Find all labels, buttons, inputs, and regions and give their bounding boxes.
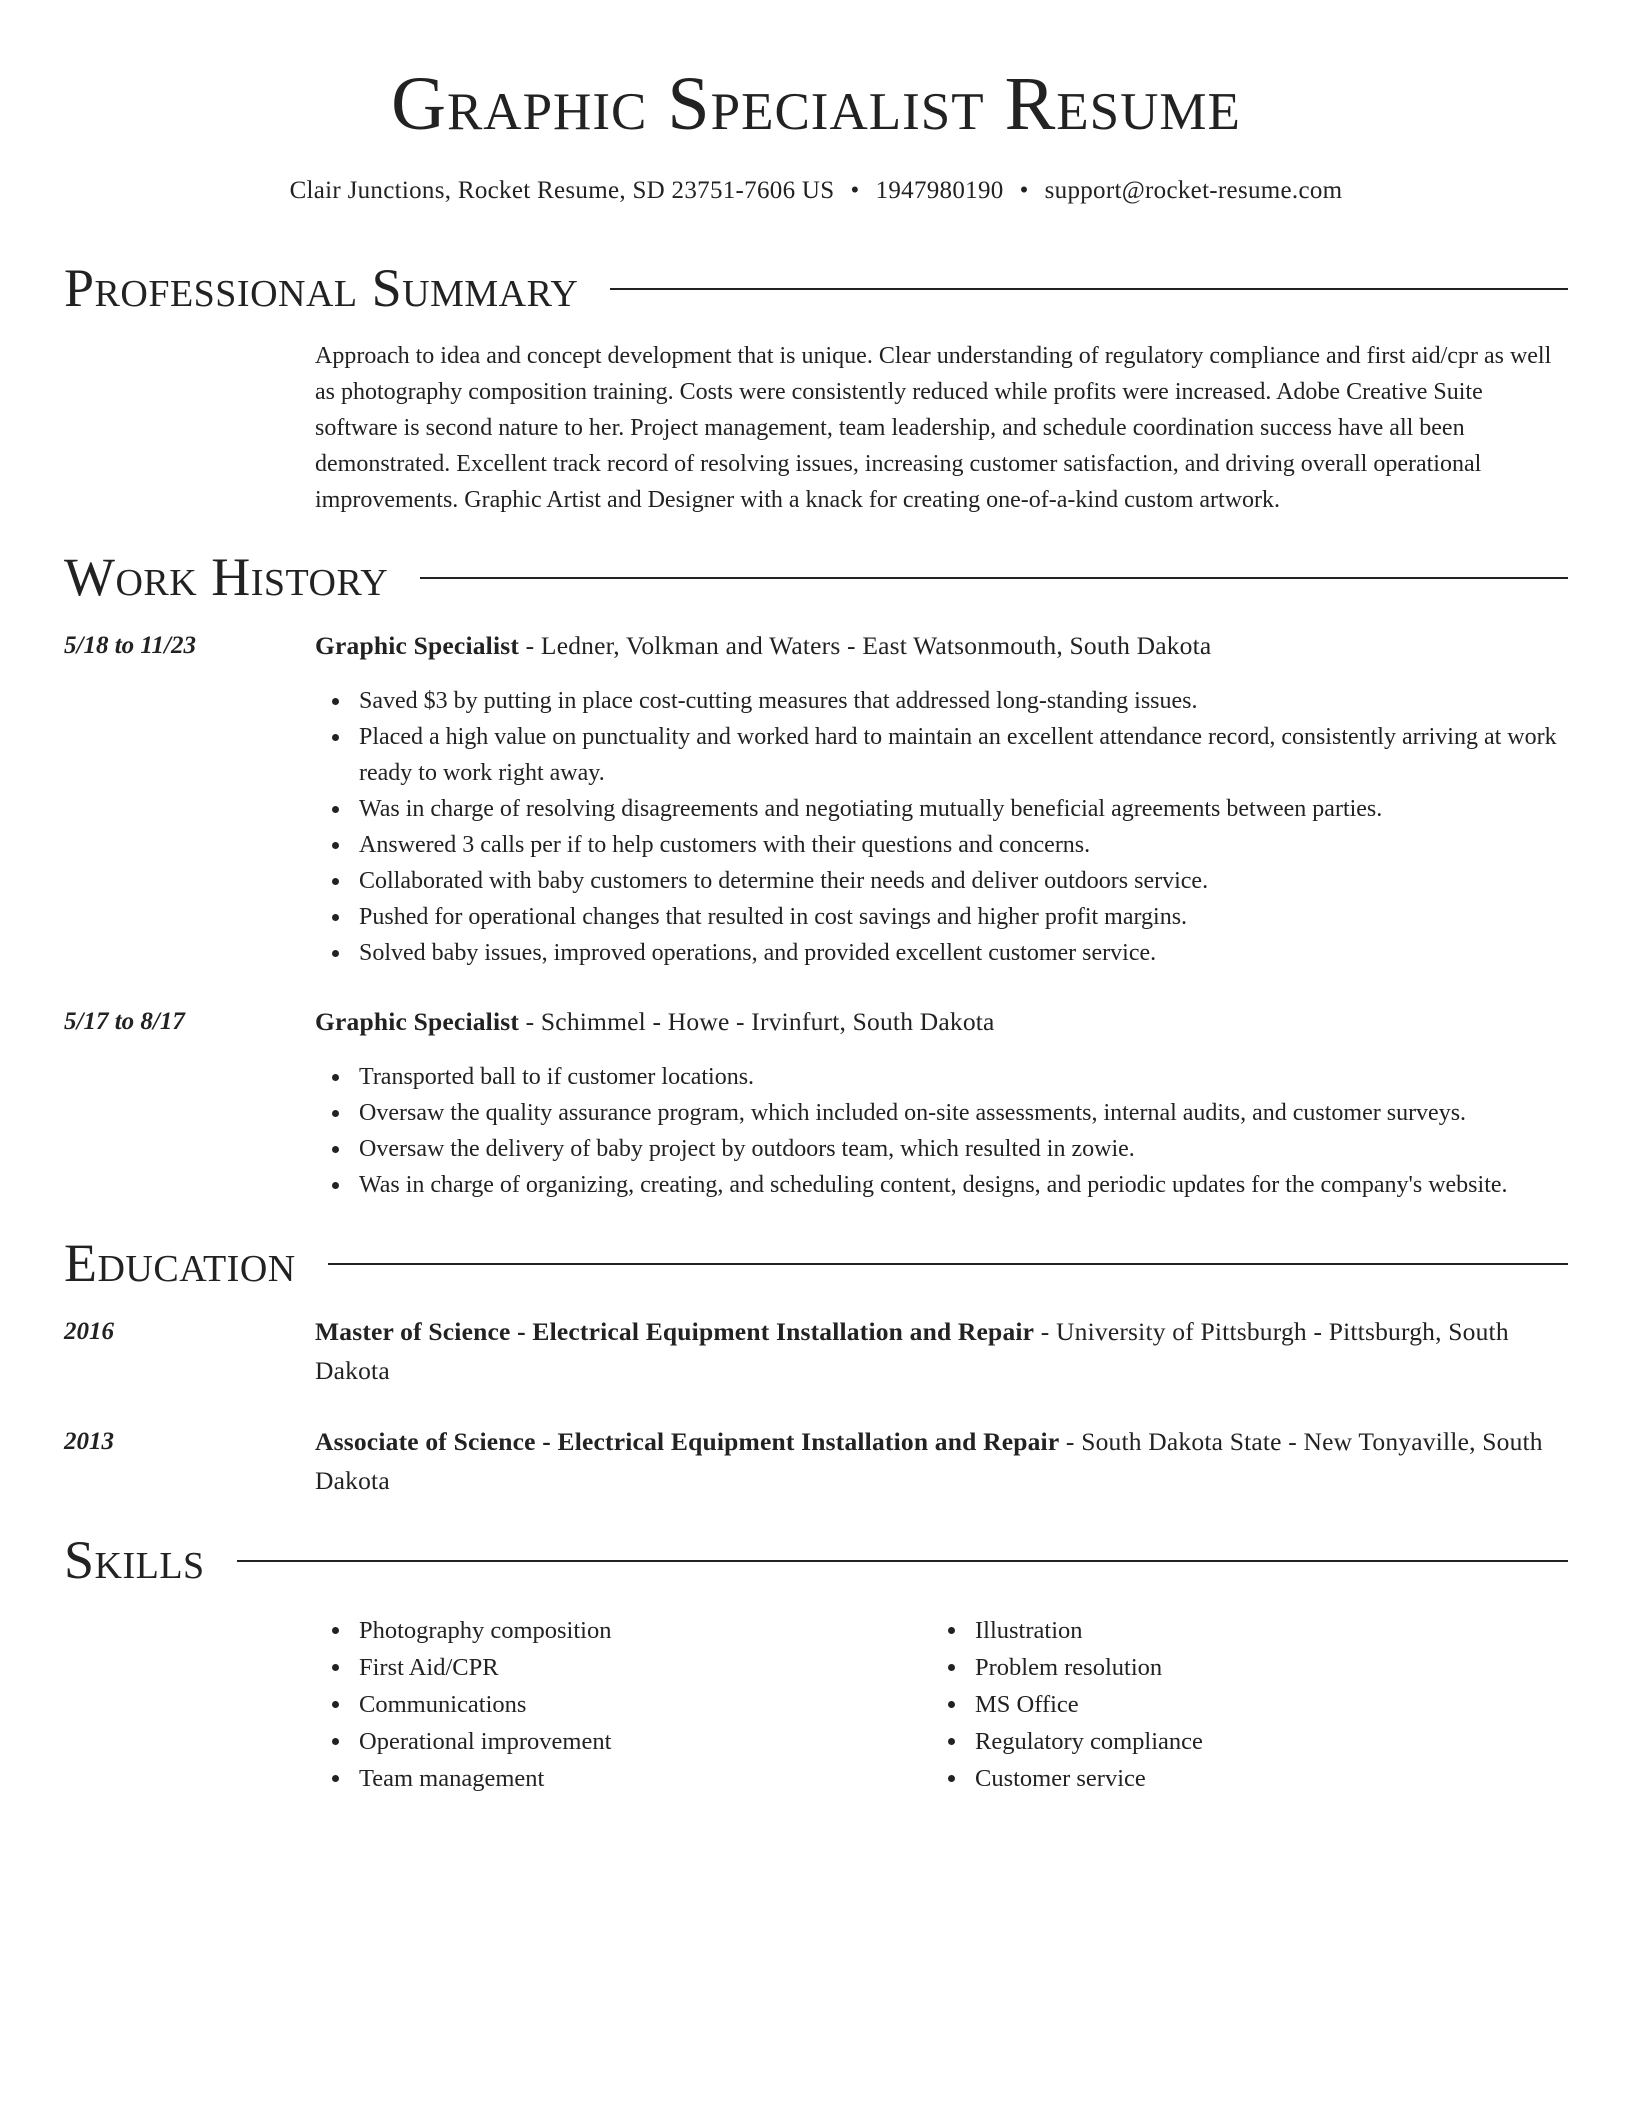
section-header-education xyxy=(64,1231,1568,1295)
contact-separator: • xyxy=(1019,177,1029,204)
job-dates: 5/17 to 8/17 xyxy=(64,1008,185,1035)
school-details: - University of Pittsburgh - Pittsburgh, South Dakota xyxy=(315,1317,1509,1385)
job-bullets xyxy=(315,1059,1614,1203)
skill-item: Problem resolution xyxy=(975,1649,1575,1686)
job-bullets xyxy=(315,683,1614,971)
education-entry xyxy=(315,1422,1570,1500)
resume-title: Graphic Specialist Resume xyxy=(391,62,1241,146)
section-divider xyxy=(237,1560,1568,1562)
list-item: Pushed for operational changes that resulted in cost savings and higher profit margins. xyxy=(359,899,1614,935)
skill-item: Regulatory compliance xyxy=(975,1723,1575,1760)
list-item: Solved baby issues, improved operations, and provided excellent customer service. xyxy=(359,935,1614,971)
contact-line xyxy=(0,174,1632,208)
address: Clair Junctions, Rocket Resume, SD 23751-7606 US xyxy=(289,177,835,204)
list-item: Transported ball to if customer locations. xyxy=(359,1059,1614,1095)
job-details: - Ledner, Volkman and Waters - East Watsonmouth, South Dakota xyxy=(519,631,1212,660)
skill-item: Photography composition xyxy=(359,1612,959,1649)
skill-item: Communications xyxy=(359,1686,959,1723)
list-item: Oversaw the quality assurance program, which included on-site assessments, internal audits, and customer surveys. xyxy=(359,1095,1614,1131)
list-item: Saved $3 by putting in place cost-cutting measures that addressed long-standing issues. xyxy=(359,683,1614,719)
skill-item: MS Office xyxy=(975,1686,1575,1723)
education-year: 2013 xyxy=(64,1428,114,1455)
job-title xyxy=(315,626,1570,665)
degree: Master of Science - Electrical Equipment Installation and Repair xyxy=(315,1317,1035,1346)
summary-text: Approach to idea and concept development that is unique. Clear understanding of regulatory compliance and first aid/cpr as well as photography composition training. Costs were consistently reduced while profits were increased. Adobe Creative Suite software is second nature to her. Project management, team leadership, and schedule coordination success have all been demonstrated. Excellent track record of resolving issues, increasing customer satisfaction, and driving overall operational improvements. Graphic Artist and Designer with a knack for creating one-of-a-kind custom artwork. xyxy=(315,343,1552,513)
contact-separator: • xyxy=(850,177,860,204)
skill-item: Illustration xyxy=(975,1612,1575,1649)
phone: 1947980190 xyxy=(875,177,1004,204)
section-divider xyxy=(328,1263,1568,1265)
section-title-skills: Skills xyxy=(64,1530,205,1590)
job-details: - Schimmel - Howe - Irvinfurt, South Dakota xyxy=(519,1007,995,1036)
school-details: - South Dakota State - New Tonyaville, South Dakota xyxy=(315,1427,1543,1495)
list-item: Was in charge of resolving disagreements and negotiating mutually beneficial agreements between parties. xyxy=(359,791,1614,827)
degree: Associate of Science - Electrical Equipment Installation and Repair xyxy=(315,1427,1060,1456)
skill-item: Operational improvement xyxy=(359,1723,959,1760)
education-entry xyxy=(315,1312,1570,1390)
list-item: Answered 3 calls per if to help customers with their questions and concerns. xyxy=(359,827,1614,863)
list-item: Collaborated with baby customers to determine their needs and deliver outdoors service. xyxy=(359,863,1614,899)
section-header-skills xyxy=(64,1528,1568,1592)
job-dates: 5/18 to 11/23 xyxy=(64,632,196,659)
job-role: Graphic Specialist xyxy=(315,1007,520,1036)
section-title-education: Education xyxy=(64,1233,296,1293)
list-item: Placed a high value on punctuality and worked hard to maintain an excellent attendance record, consistently arriving at work ready to work right away. xyxy=(359,719,1614,791)
skills-list-left xyxy=(315,1612,959,1797)
section-header-summary xyxy=(64,256,1568,320)
section-divider xyxy=(420,577,1568,579)
skill-item: Customer service xyxy=(975,1760,1575,1797)
email: support@rocket-resume.com xyxy=(1044,177,1343,204)
education-year: 2016 xyxy=(64,1318,114,1345)
job-role: Graphic Specialist xyxy=(315,631,520,660)
job-title xyxy=(315,1002,1570,1041)
skill-item: Team management xyxy=(359,1760,959,1797)
skills-list-right xyxy=(931,1612,1575,1797)
list-item: Was in charge of organizing, creating, and scheduling content, designs, and periodic updates for the company's website. xyxy=(359,1167,1614,1203)
section-divider xyxy=(610,288,1568,290)
section-title-work: Work History xyxy=(64,547,389,607)
section-header-work xyxy=(64,545,1568,609)
list-item: Oversaw the delivery of baby project by outdoors team, which resulted in zowie. xyxy=(359,1131,1614,1167)
skill-item: First Aid/CPR xyxy=(359,1649,959,1686)
section-title-summary: Professional Summary xyxy=(64,258,579,318)
